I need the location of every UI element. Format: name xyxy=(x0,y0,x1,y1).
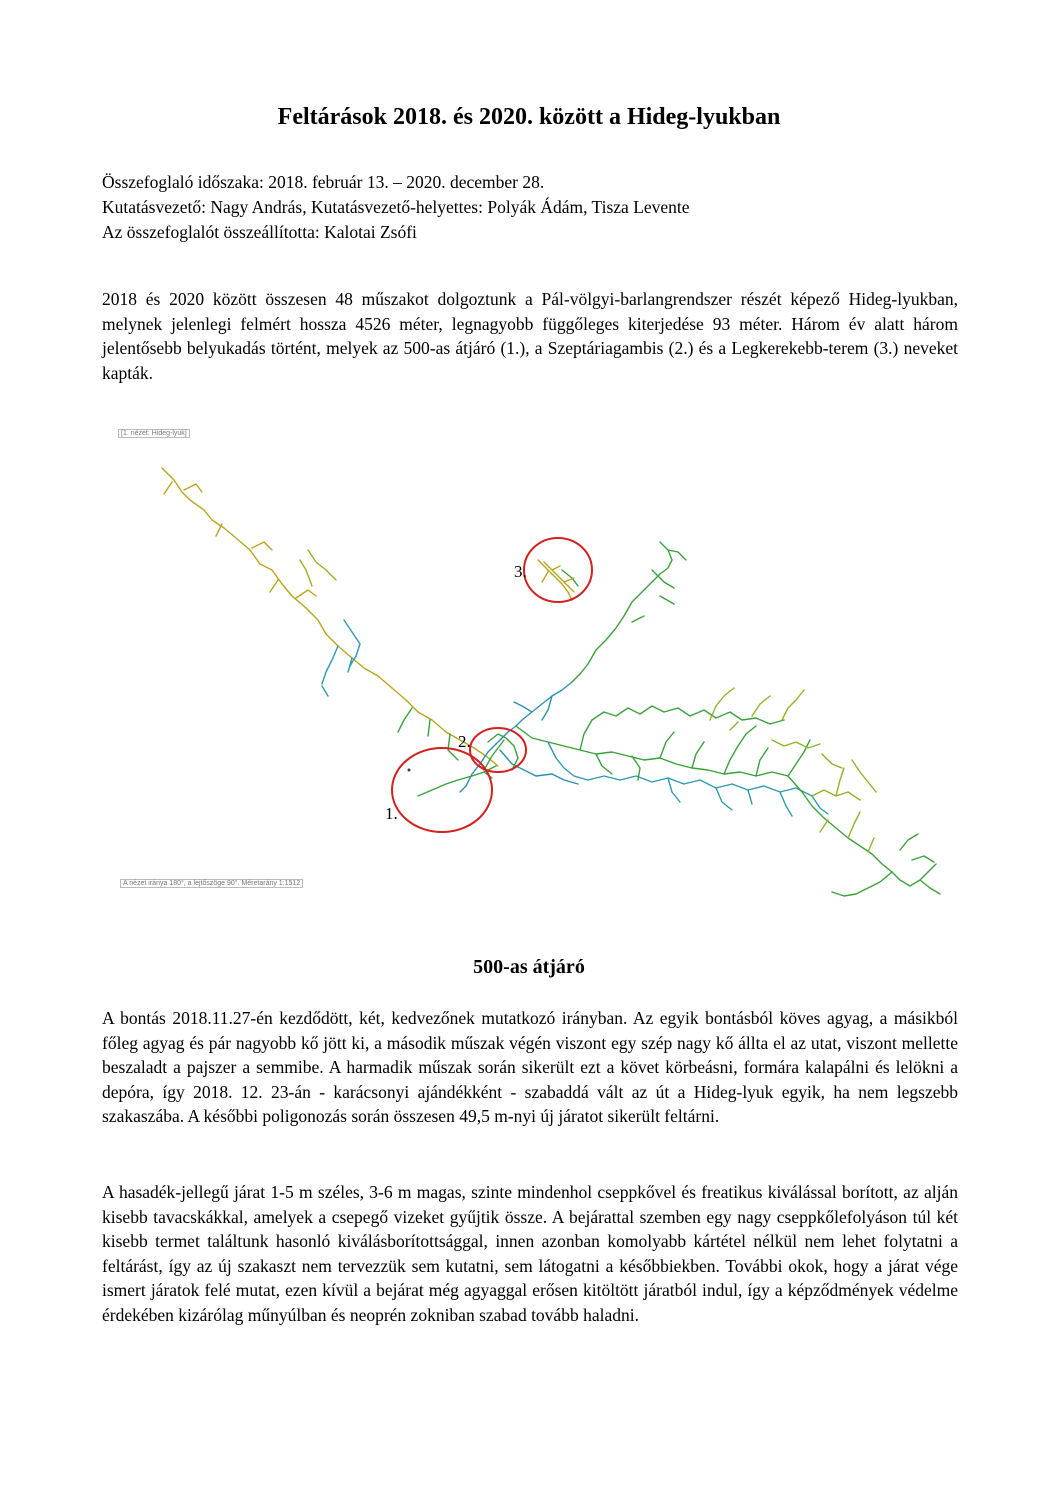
survey-point xyxy=(408,769,411,772)
cave-passage xyxy=(596,726,810,780)
cave-passage xyxy=(164,482,316,598)
marker-label-1: 1. xyxy=(385,804,398,823)
cave-passage xyxy=(820,812,874,852)
map-caption-top: [1. nézet: Hideg-lyuk] xyxy=(118,429,190,438)
document-title: Feltárások 2018. és 2020. között a Hideg-lyukban xyxy=(277,104,781,130)
cave-passage xyxy=(832,834,940,896)
cave-passage xyxy=(322,620,360,696)
cave-passage xyxy=(538,560,574,600)
cave-passage xyxy=(668,778,828,816)
cave-passage xyxy=(788,776,936,886)
marker-label-3: 3. xyxy=(514,562,527,581)
cave-map-figure xyxy=(112,420,962,920)
meta-period: Összefoglaló időszaka: 2018. február 13. – 2020. december 28. xyxy=(102,172,545,192)
cave-passage xyxy=(460,750,578,792)
cave-passage xyxy=(812,754,876,800)
cave-passage xyxy=(162,468,498,766)
meta-leaders: Kutatásvezető: Nagy András, Kutatásvezető-helyettes: Polyák Ádám, Tisza Levente xyxy=(102,197,690,217)
cave-passage xyxy=(562,542,686,682)
cave-passage xyxy=(548,742,812,796)
marker-label-2: 2. xyxy=(458,732,471,751)
cave-passage xyxy=(488,682,572,752)
cave-passage xyxy=(300,550,336,586)
marker-circle-3 xyxy=(524,538,592,602)
section-heading: 500-as átjáró xyxy=(473,956,585,978)
section-paragraph-2: A hasadék-jellegű járat 1-5 m széles, 3-6 m magas, szinte mindenhol cseppkővel és freatikus kiválással borított, az alján kisebb tavacskákkal, amelyek a csepegő vizeket gyűjtik össze. A bejárattal szemben egy nagy cseppkőlefolyáson túl két kisebb termet találtunk hasonló kiválásborítottsággal, innen azonban komolyabb kártétel nélkül nem lehet folytatni a feltárást, így az új szakaszt nem tervezzük sem kutatni, sem látogatni a későbbiekben. További okok, hogy a járat vége ismert járatok felé mutat, ezen kívül a bejárat még agyaggal erősen kitöltött járatból indul, így a képződmények védelme érdekében kizárólag műnyúlban és neoprén zokniban szabad tovább haladni. xyxy=(102,1182,958,1325)
map-caption-bottom: A nézet iránya 180°, a lejtőszöge 90°. Méretarány 1:1512 xyxy=(120,879,303,888)
intro-paragraph: 2018 és 2020 között összesen 48 műszakot dolgoztunk a Pál-völgyi-barlangrendszer részét képező Hideg-lyukban, melynek jelenlegi felmért hossza 4526 méter, legnagyobb függőleges kiterjedése 93 méter. Három év alatt három jelentősebb belyukadás történt, melyek az 500-as átjáró (1.), a Szeptáriagambis (2.) és a Legkerekebb-terem (3.) neveket kapták. xyxy=(102,289,958,383)
document-meta xyxy=(102,170,962,245)
cave-passage xyxy=(544,562,574,592)
section-paragraph-1: A bontás 2018.11.27-én kezdődött, két, kedvezőnek mutatkozó irányban. Az egyik bontásból köves agyag, a másikból főleg agyag és pár nagyobb kő jött ki, a második műszak végén viszont egy szép nagy kő állta el az utat, viszont mellette beszaladt a pajszer a semmibe. A harmadik műszak során sikerült ezt a követ körbeásni, formára kalapálni és lelökni a depóra, így 2018. 12. 23-án - karácsonyi ajándékként - szabaddá vált az út a Hideg-lyuk egyik, ha nem legszebb szakaszába. A későbbi poligonozás során összesen 49,5 m-nyi új járatot sikerült feltárni. xyxy=(102,1008,958,1126)
cave-map-svg xyxy=(112,420,962,920)
marker-circle-1 xyxy=(392,748,492,832)
meta-author: Az összefoglalót összeállította: Kalotai Zsófi xyxy=(102,222,417,242)
cave-passage xyxy=(710,688,820,748)
